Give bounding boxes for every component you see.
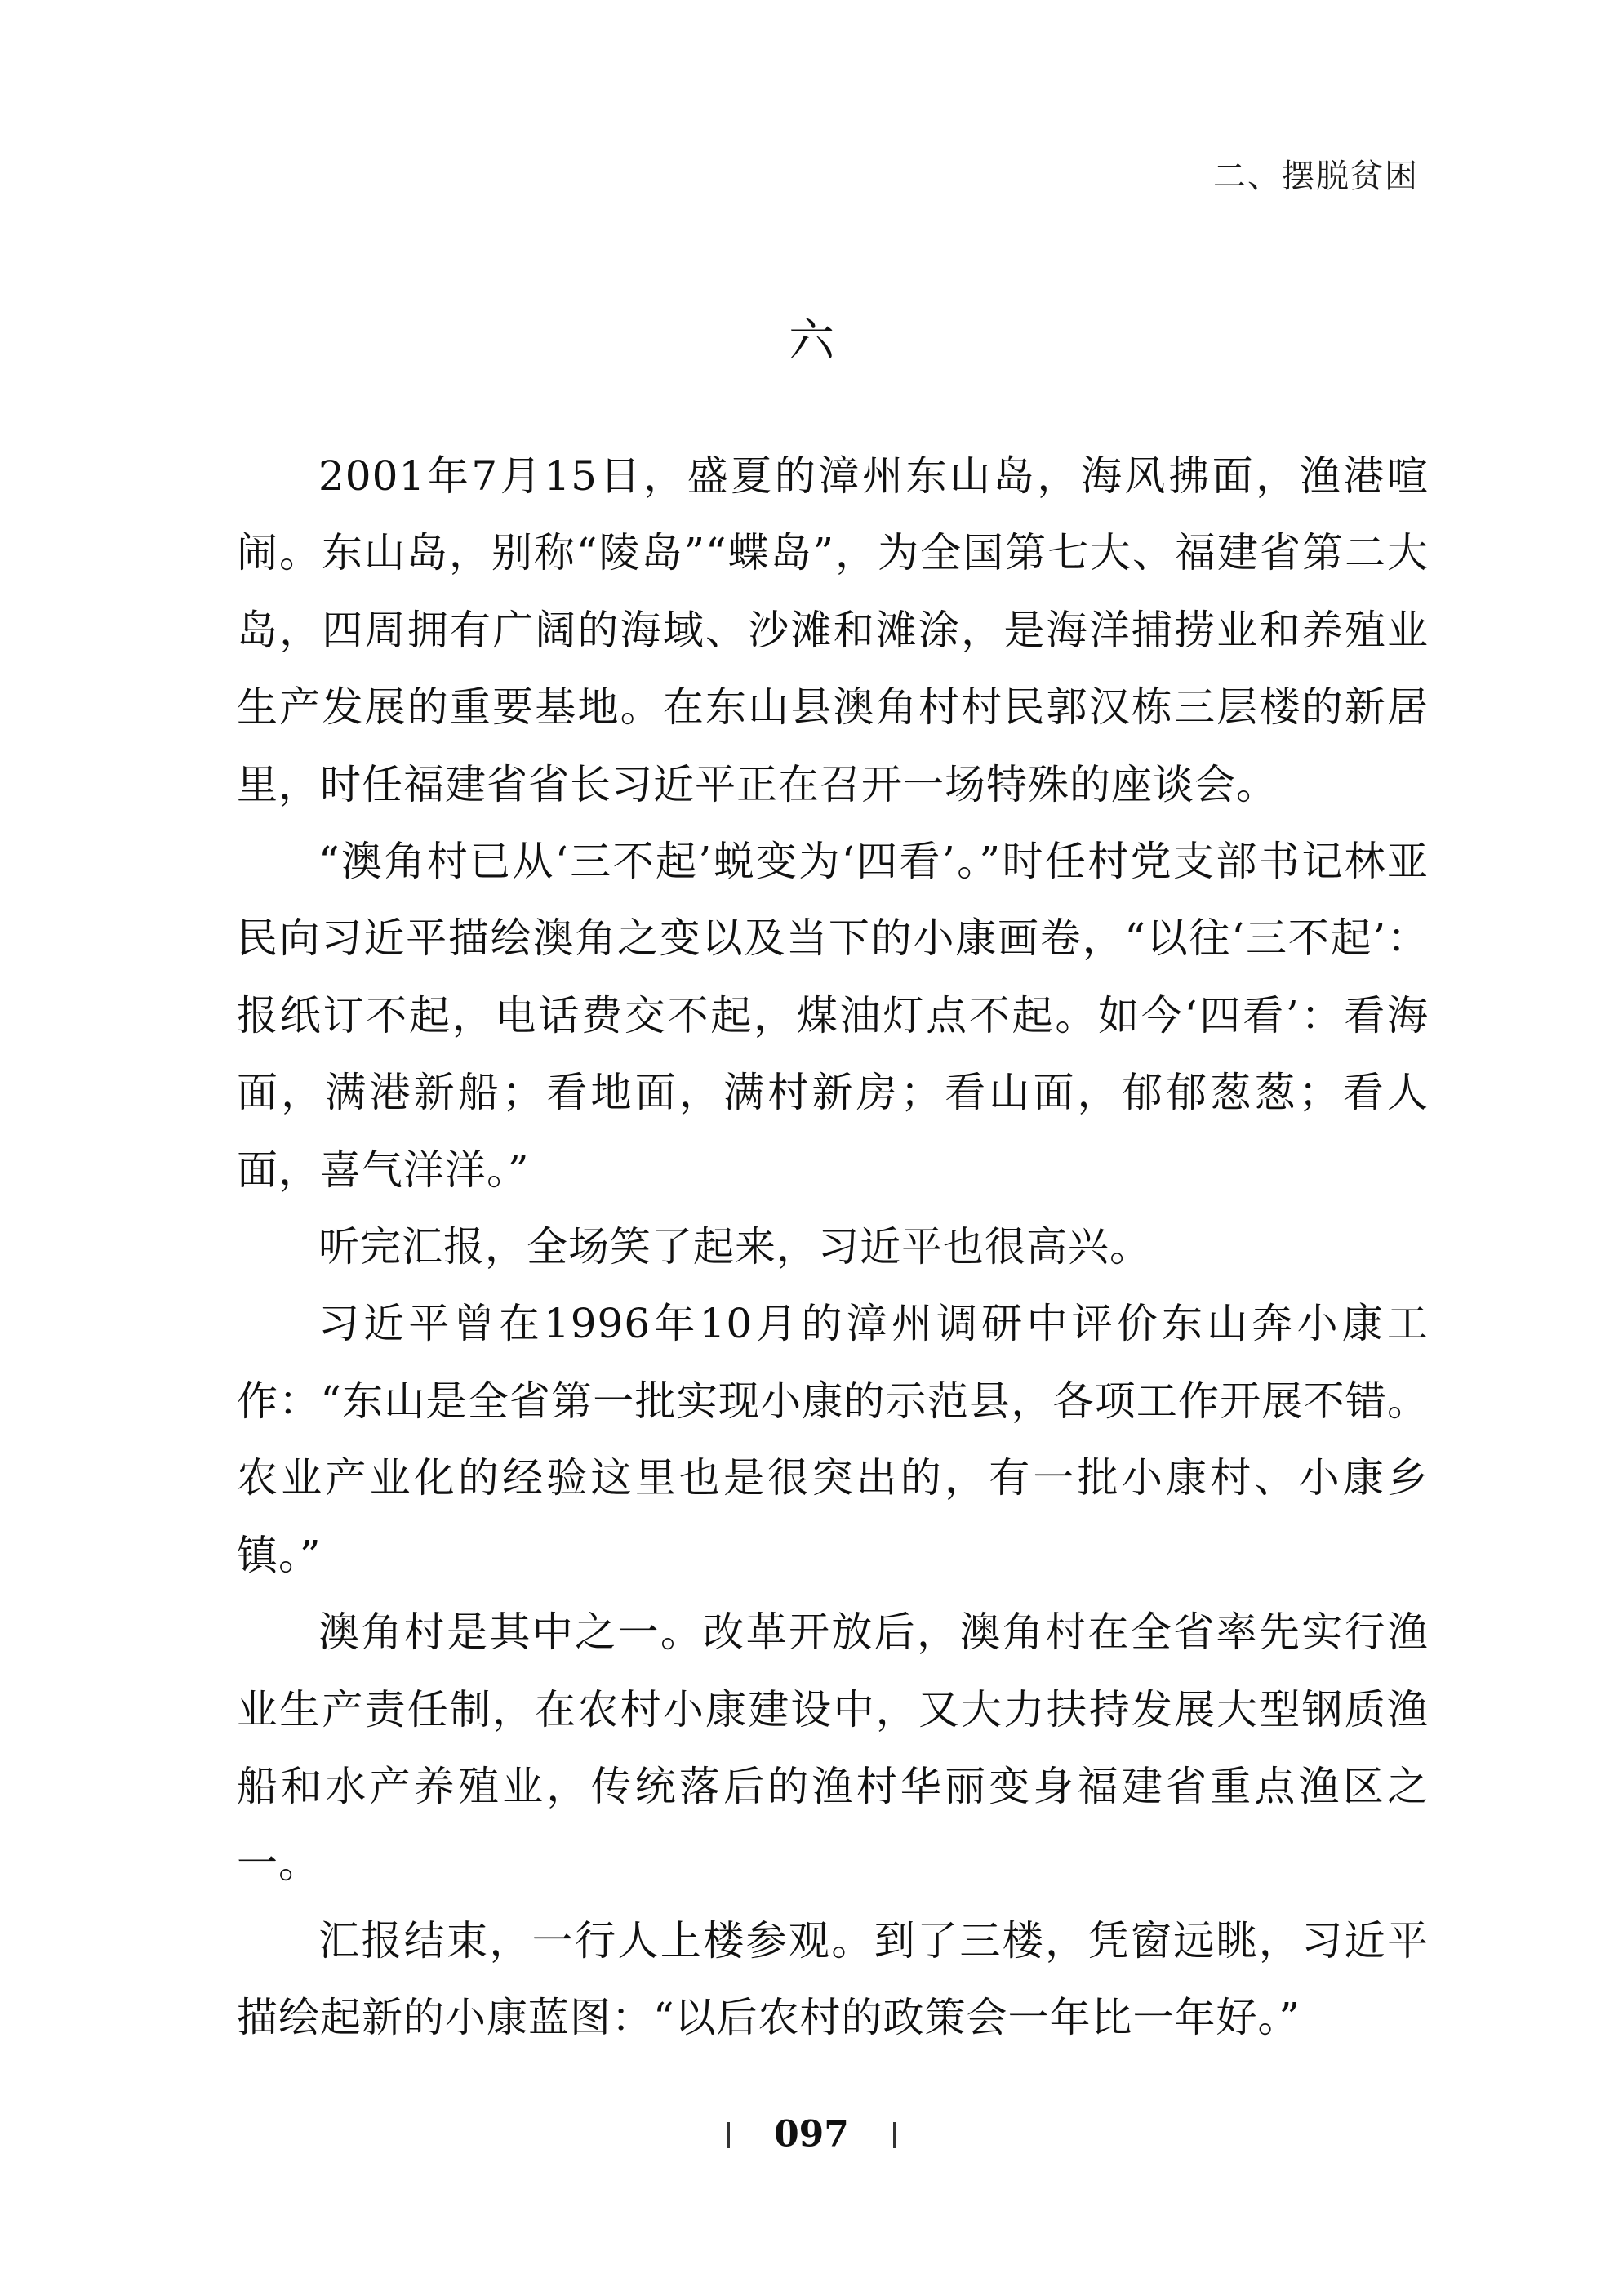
paragraph: 澳角村是其中之一。改革开放后，澳角村在全省率先实行渔业生产责任制，在农村小康建设中，又大力扶持发展大型钢质渔船和水产养殖业，传统落后的渔村华丽变身福建省重点渔区之一。 — [237, 1609, 1429, 1888]
paragraph: 听完汇报，全场笑了起来，习近平也很高兴。 — [318, 1223, 1151, 1271]
folio-left-rule — [727, 2122, 730, 2148]
running-head: 二、摆脱贫困 — [1213, 158, 1419, 195]
paragraph: 2001年7月15日，盛夏的漳州东山岛，海风拂面，渔港喧闹。东山岛，别称“陵岛”“蝶岛”，为全国第七大、福建省第二大岛，四周拥有广阔的海域、沙滩和滩涂，是海洋捕捞业和养殖业生产发展的重要基地。在东山县澳角村村民郭汉栋三层楼的新居里，时任福建省省长习近平正在召开一场特殊的座谈会。 — [237, 452, 1429, 808]
page-footer — [0, 2108, 1623, 2160]
body-text — [237, 438, 1429, 2057]
section-number: 六 — [789, 314, 834, 367]
folio-right-rule — [893, 2122, 896, 2148]
paragraph: 汇报结束，一行人上楼参观。到了三楼，凭窗远眺，习近平描绘起新的小康蓝图：“以后农村的政策会一年比一年好。” — [237, 1916, 1429, 2042]
paragraph: “澳角村已从‘三不起’蜕变为‘四看’。”时任村党支部书记林亚民向习近平描绘澳角之变以及当下的小康画卷，“以往‘三不起’：报纸订不起，电话费交不起，煤油灯点不起。如今‘四看’：看海面，满港新船；看地面，满村新房；看山面，郁郁葱葱；看人面，喜气洋洋。” — [237, 838, 1429, 1194]
paragraph: 习近平曾在1996年10月的漳州调研中评价东山奔小康工作：“东山是全省第一批实现小康的示范县，各项工作开展不错。农业产业化的经验这里也是很突出的，有一批小康村、小康乡镇。” — [237, 1300, 1429, 1579]
page-number: 097 — [774, 2113, 849, 2156]
